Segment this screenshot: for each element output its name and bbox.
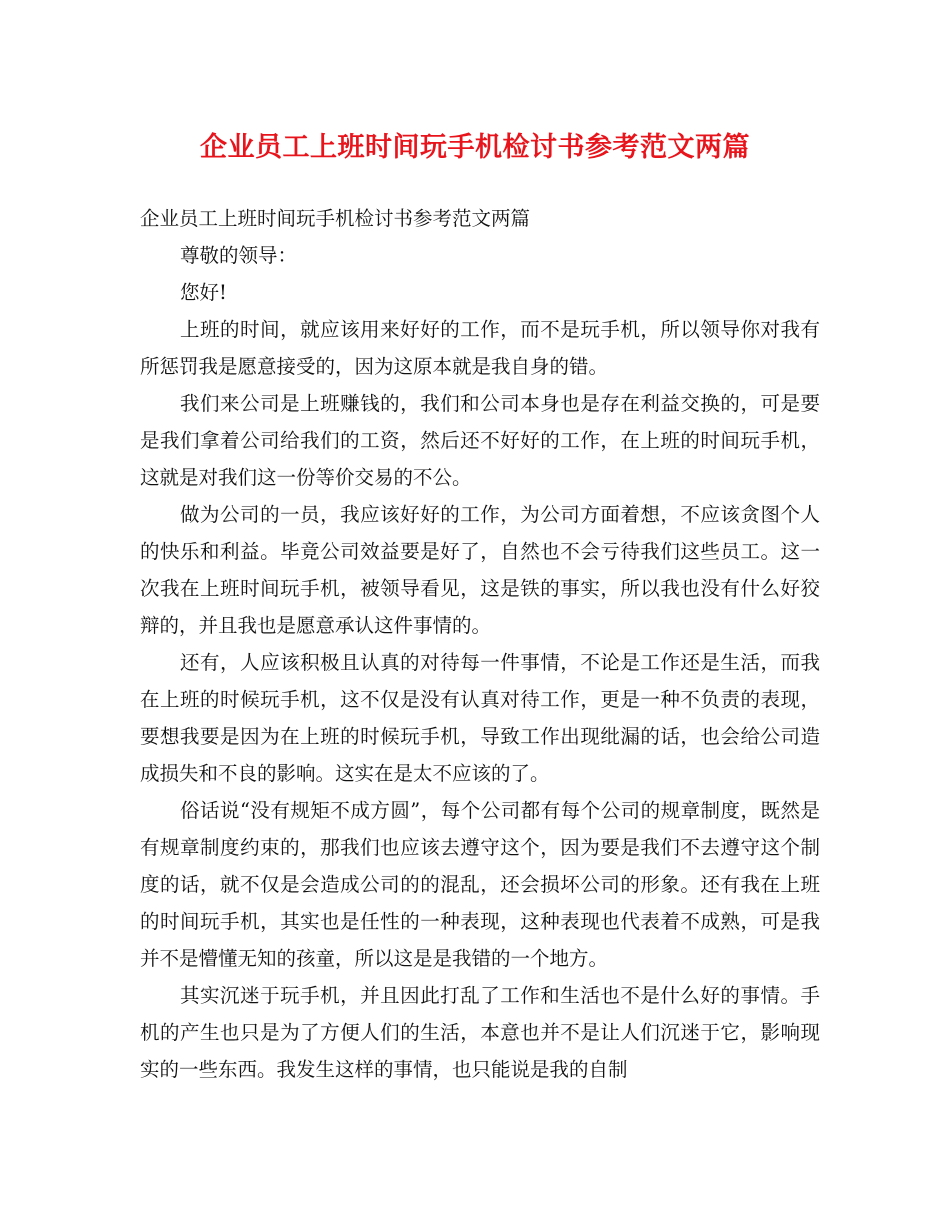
body-paragraph: 上班的时间，就应该用来好好的工作，而不是玩手机，所以领导你对我有所惩罚我是愿意接受的，因为这原本就是我自身的错。 bbox=[140, 318, 820, 378]
body-paragraph: 我们来公司是上班赚钱的，我们和公司本身也是存在利益交换的，可是要是我们拿着公司给我们的工资，然后还不好好的工作，在上班的时间玩手机，这就是对我们这一份等价交易的不公。 bbox=[140, 392, 820, 489]
document-title: 企业员工上班时间玩手机检讨书参考范文两篇 bbox=[200, 132, 750, 163]
body-paragraph: 做为公司的一员，我应该好好的工作，为公司方面着想，不应该贪图个人的快乐和利益。毕竟公司效益要是好了，自然也不会亏待我们这些员工。这一次我在上班时间玩手机，被领导看见，这是铁的事实，所以我也没有什么好狡辩的，并且我也是愿意承认这件事情的。 bbox=[140, 503, 820, 637]
body-paragraph: 俗话说“没有规矩不成方圆”，每个公司都有每个公司的规章制度，既然是有规章制度约束的，那我们也应该去遵守这个，因为要是我们不去遵守这个制度的话，就不仅是会造成公司的的混乱，还会损坏公司的形象。还有我在上班的时间玩手机，其实也是任性的一种表现，这种表现也代表着不成熟，可是我并不是懵懂无知的孩童，所以这是是我错的一个地方。 bbox=[140, 799, 820, 970]
body-paragraph: 还有，人应该积极且认真的对待每一件事情，不论是工作还是生活，而我在上班的时候玩手机，这不仅是没有认真对待工作，更是一种不负责的表现，要想我要是因为在上班的时候玩手机，导致工作出现纰漏的话，也会给公司造成损失和不良的影响。这实在是太不应该的了。 bbox=[140, 651, 820, 785]
body-paragraph: 其实沉迷于玩手机，并且因此打乱了工作和生活也不是什么好的事情。手机的产生也只是为了方便人们的生活，本意也并不是让人们沉迷于它，影响现实的一些东西。我发生这样的事情，也只能说是我的自制 bbox=[140, 984, 820, 1081]
salutation: 尊敬的领导： bbox=[180, 244, 298, 267]
document-subtitle: 企业员工上班时间玩手机检讨书参考范文两篇 bbox=[140, 207, 531, 230]
greeting: 您好! bbox=[180, 281, 227, 304]
document-body bbox=[140, 200, 820, 1088]
